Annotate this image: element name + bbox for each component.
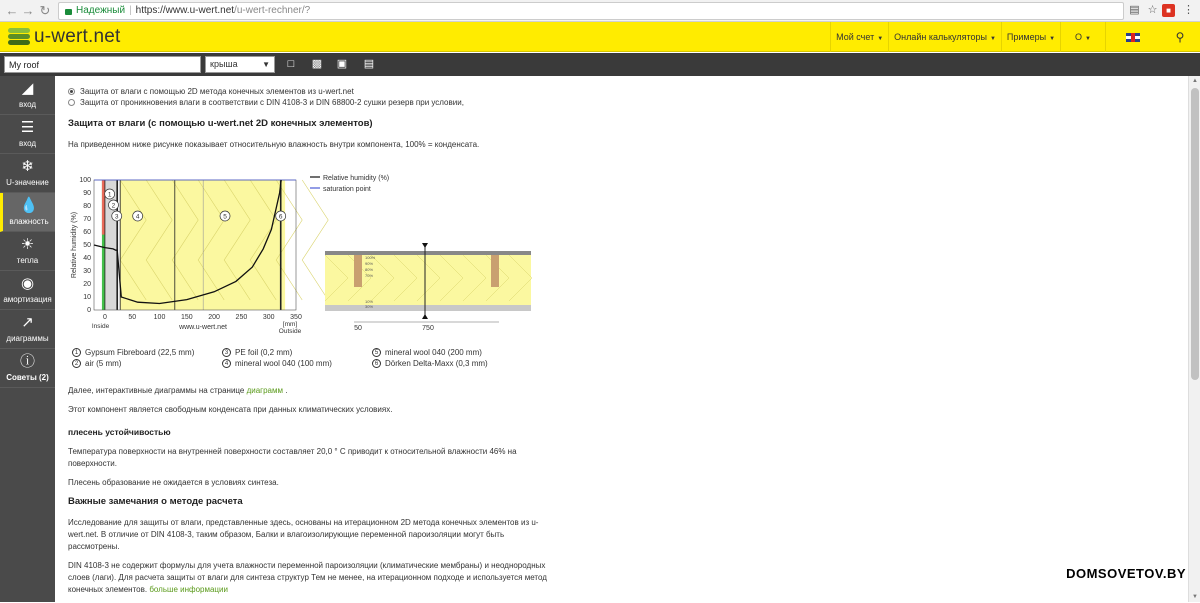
legend-item (72, 359, 222, 368)
sidebar-item-label: влажность (9, 217, 49, 226)
browser-menu-icon[interactable]: ⋮ (1183, 4, 1194, 16)
layer-number: 4 (222, 359, 231, 368)
legend-item (372, 348, 482, 357)
y-tick-label: 90 (83, 190, 91, 197)
section-heading: Защита от влаги (с помощью u-wert.net 2D конечных элементов) (68, 118, 373, 129)
section-rafter (354, 255, 362, 287)
translate-icon[interactable]: ▤ (1129, 4, 1140, 16)
notes-text-1: Исследование для защиты от влаги, представленные здесь, основаны на итерационном 2D метода конечных элементов из u-wert.net. В отличие от DIN 4108-3, таким образом, Балки и влагоизолирующие переменной пароизоляции могут быть рассмотрены. (68, 518, 539, 551)
scroll-thumb[interactable] (1191, 88, 1199, 380)
menu-account[interactable] (830, 22, 888, 52)
legend-item (372, 359, 488, 368)
x-tick-label: 100 (153, 314, 166, 321)
x-tick-label: 200 (208, 314, 220, 321)
condensate-status: Этот компонент является свободным конденсата при данных климатических условиях. (68, 405, 393, 414)
menu-about[interactable] (1060, 22, 1105, 52)
sidebar-item-label: тепла (16, 256, 39, 265)
layer-name: mineral wool 040 (100 mm) (235, 359, 332, 368)
layer-marker-label: 4 (135, 213, 140, 221)
language-switch[interactable] (1105, 22, 1160, 52)
y-tick-label: 10 (83, 294, 91, 301)
layer-number: 5 (372, 348, 381, 357)
menu-calculators-label: Онлайн калькуляторы (894, 32, 987, 42)
sidebar-item-label: вход (18, 139, 37, 148)
charts-note-prefix: Далее, интерактивные диаграммы на странице (68, 386, 245, 395)
section-rafter (491, 255, 499, 287)
layer-name: Dörken Delta-Maxx (0,3 mm) (385, 359, 488, 368)
scroll-up-icon[interactable]: ▲ (1192, 78, 1198, 84)
main-content (68, 86, 568, 158)
reload-icon[interactable]: ↻ (39, 3, 51, 18)
address-bar[interactable] (58, 2, 1124, 20)
y-tick-label: 30 (83, 268, 91, 275)
menu-account-label: Мой счет (836, 32, 875, 42)
sidebar-item-u-value[interactable] (0, 154, 55, 193)
y-tick-label: 40 (83, 255, 91, 262)
sidebar-item-moisture[interactable] (0, 193, 55, 232)
mold-text-1: Температура поверхности на внутренней поверхности составляет 20,0 ° C приводит к относительной влажности 46% на поверхности. (68, 447, 517, 468)
sidebar-item-input-1[interactable] (0, 76, 55, 115)
more-info-link[interactable]: больше информации (149, 585, 228, 594)
wool-hatch (302, 180, 328, 300)
layer-marker-label: 5 (223, 213, 227, 221)
search-icon[interactable]: ⚲ (1175, 30, 1185, 44)
section-bottom-board (325, 305, 531, 311)
gypsum-fibreboard-layer (105, 180, 117, 310)
bookmark-star-icon[interactable]: ☆ (1147, 4, 1158, 16)
layer-number: 3 (222, 348, 231, 357)
y-tick-label: 20 (83, 281, 91, 288)
chart-watermark: www.u-wert.net (179, 324, 227, 331)
open-folder-icon[interactable]: ▩ (311, 58, 323, 70)
radio-2d-fem[interactable] (68, 86, 568, 97)
layer-marker-label: 3 (114, 213, 119, 221)
sidebar-item-heat[interactable] (0, 232, 55, 271)
water-drop-icon: 💧 (19, 197, 39, 214)
roof-section-drawing (325, 243, 532, 332)
gypsum-layer-red (102, 180, 105, 235)
y-tick-label: 70 (83, 216, 91, 223)
site-header (0, 22, 1200, 52)
legend-label: Relative humidity (%) (323, 175, 390, 182)
sidebar-item-label: амортизация (3, 295, 52, 304)
export-pdf-icon[interactable]: ▤ (363, 58, 375, 70)
radio-din[interactable] (68, 97, 568, 108)
watermark: DOMSOVETOV.BY (1066, 566, 1186, 581)
layer-number: 1 (72, 348, 81, 357)
section-left-label: 50 (354, 325, 362, 332)
sidebar (0, 76, 55, 602)
site-logo[interactable] (8, 25, 120, 49)
thermometer-icon: ❄ (21, 158, 34, 175)
chevron-down-icon: ▼ (1049, 36, 1056, 42)
mineral-wool-layer (120, 180, 281, 310)
x-tick-label: 300 (262, 314, 275, 321)
layer-name: PE foil (0,2 mm) (235, 348, 293, 357)
section-scale-label: 10% (365, 299, 374, 304)
project-name-input[interactable] (4, 56, 201, 73)
legend-item (222, 359, 372, 368)
extension-icon[interactable]: ■ (1162, 4, 1175, 17)
x-tick-label: 350 (290, 314, 302, 321)
x-tick-label: 150 (180, 314, 193, 321)
layer-name: Gypsum Fibreboard (22,5 mm) (85, 348, 195, 357)
new-file-icon[interactable]: □ (287, 58, 295, 70)
page-scrollbar[interactable] (1188, 76, 1200, 602)
url-separator: | (129, 5, 132, 16)
logo-layers-icon (8, 28, 30, 46)
sidebar-item-label: U-значение (6, 178, 49, 187)
x-tick-label: 0 (102, 314, 107, 321)
humidity-figure (68, 172, 538, 372)
y-tick-label: 100 (79, 177, 91, 184)
chevron-down-icon: ▼ (1085, 36, 1091, 42)
layer-name: mineral wool 040 (200 mm) (385, 348, 482, 357)
url-path: /u-wert-rechner/? (234, 5, 311, 16)
site-title: u-wert.net (34, 26, 121, 47)
x-tick-label: 50 (128, 314, 137, 321)
notes-heading: Важные замечания о методе расчета (68, 496, 243, 507)
legend-row (72, 358, 522, 369)
menu-examples-label: Примеры (1006, 32, 1047, 42)
chevron-down-icon: ▼ (989, 36, 996, 42)
chevron-down-icon: ▼ (262, 60, 270, 69)
cut-arrow-bottom-icon (422, 314, 428, 319)
menu-examples[interactable] (1001, 22, 1060, 52)
sidebar-item-tips[interactable] (0, 349, 55, 388)
menu-calculators[interactable] (888, 22, 1001, 52)
y-tick-label: 80 (83, 203, 91, 210)
layer-marker-label: 6 (278, 213, 283, 221)
radio-label: Защита от проникновения влаги в соответствии с DIN 4108-3 и DIN 68800-2 сушки резерв при условии, (80, 98, 464, 107)
legend-item (72, 348, 222, 357)
radio-button[interactable] (68, 88, 75, 95)
sidebar-item-label: вход (18, 100, 37, 109)
back-icon[interactable]: ← (5, 3, 19, 18)
x-right-label: Outside (278, 328, 302, 335)
coins-icon: ◉ (20, 275, 35, 292)
layer-marker-label: 1 (107, 191, 112, 199)
x-tick-label: 250 (235, 314, 248, 321)
charts-link[interactable]: диаграмм (246, 386, 283, 395)
section-scale-label: 80% (365, 267, 374, 272)
x-left-label: Inside (91, 323, 110, 330)
component-type-select[interactable] (205, 56, 275, 73)
secure-label: Надежный (76, 5, 126, 16)
lock-icon (65, 9, 72, 15)
results-text (68, 385, 556, 603)
exclamation-icon: ⓘ (19, 353, 35, 370)
legend-item (222, 348, 372, 357)
y-axis-label: Relative humidity (%) (71, 211, 78, 279)
section-scale-label: 30% (365, 304, 374, 309)
menu-about-label: О (1075, 32, 1083, 42)
layer-legend (72, 347, 522, 369)
mold-text-2: Плесень образование не ожидается в условиях синтеза. (68, 478, 279, 487)
section-scale-label: 70% (365, 273, 374, 278)
section-top-layer (325, 251, 531, 255)
sidebar-item-amortization[interactable] (0, 271, 55, 310)
intro-text: На приведенном ниже рисунке показывает относительную влажность внутри компонента, 100% = конденсата. (68, 140, 480, 149)
layer-number: 6 (372, 359, 381, 368)
sidebar-item-input-2[interactable] (0, 115, 55, 154)
charts-note (68, 385, 556, 397)
main-menu (830, 22, 1200, 52)
legend-row (72, 347, 522, 358)
layer-name: air (5 mm) (85, 359, 122, 368)
uk-flag-icon (1126, 33, 1140, 42)
forward-icon[interactable]: → (21, 3, 35, 18)
y-tick-label: 0 (87, 307, 91, 314)
project-toolbar (0, 53, 1200, 76)
x-axis-label: [mm] (282, 321, 298, 328)
charts-note-suffix: . (285, 386, 288, 395)
mold-heading: плесень устойчивостью (68, 427, 171, 437)
radio-button[interactable] (68, 99, 75, 106)
component-type-value: крыша (210, 59, 238, 69)
sun-icon: ☀ (20, 236, 35, 253)
sidebar-item-label: Советы (2) (6, 373, 49, 382)
line-chart-icon: ↗ (21, 314, 34, 331)
cut-arrow-top-icon (422, 243, 428, 248)
layer-number: 2 (72, 359, 81, 368)
y-tick-label: 50 (83, 242, 91, 249)
section-scale-label: 90% (365, 261, 374, 266)
sidebar-item-charts[interactable] (0, 310, 55, 349)
legend-label: saturation point (323, 186, 371, 193)
radio-label: Защита от влаги с помощью 2D метода конечных элементов из u-wert.net (80, 87, 354, 96)
y-tick-label: 60 (83, 229, 91, 236)
roof-slope-icon: ◢ (21, 80, 34, 97)
url-base: https://www.u-wert.net (135, 5, 235, 16)
section-scale-label: 100% (365, 255, 376, 260)
layer-marker-label: 2 (111, 202, 116, 210)
sidebar-item-label: диаграммы (6, 334, 49, 343)
notes-text-2-body: DIN 4108-3 не содержит формулы для учета влажности переменной пароизоляции (климатические мембраны) и неоднородных слоев (лаги). Для расчета защиты от влаги для синтеза структур Тем не менее, на итерационном подходе и используется метод конечных элементов. (68, 561, 547, 594)
notes-text-2 (68, 560, 556, 596)
browser-bar (0, 0, 1200, 22)
chevron-down-icon: ▼ (877, 36, 884, 42)
scroll-down-icon[interactable]: ▼ (1192, 594, 1198, 600)
layers-edit-icon: ☰ (20, 119, 35, 136)
save-disk-icon[interactable]: ▣ (336, 58, 348, 70)
section-dimension-label: 750 (422, 325, 434, 332)
